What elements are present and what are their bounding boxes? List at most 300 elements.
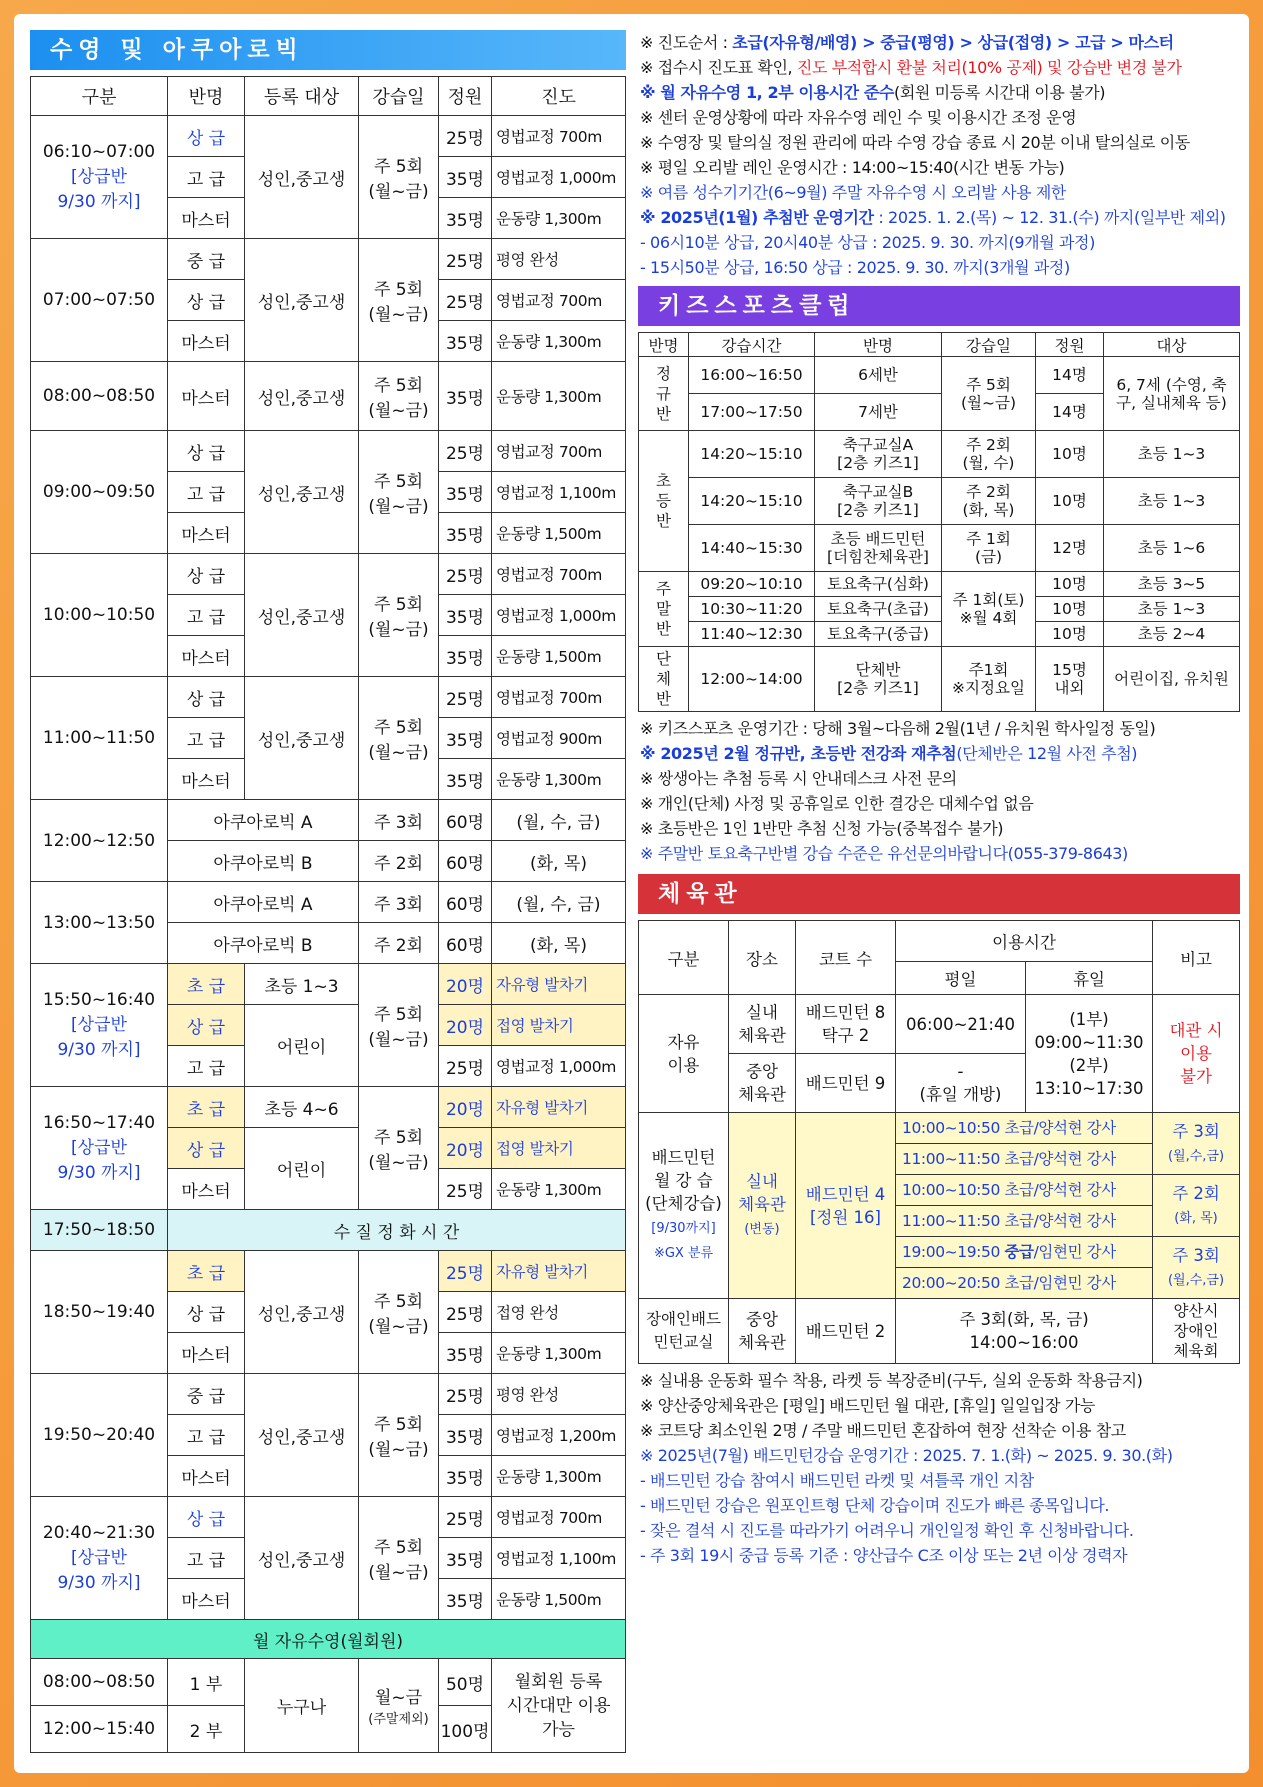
rental-note-cell bbox=[1153, 995, 1240, 1113]
days-cell: 주 3회 bbox=[359, 882, 439, 923]
capacity-cell: 25명 bbox=[439, 1046, 492, 1087]
days-sub: (화, 목) bbox=[962, 501, 1015, 519]
table-row bbox=[31, 1497, 626, 1538]
progress-cell: 영법교정 700m bbox=[492, 554, 626, 595]
level-cell: 마스터 bbox=[168, 1456, 245, 1497]
frequency-text: 주 3회 bbox=[1172, 1121, 1220, 1141]
table-header: 강습일 bbox=[359, 77, 439, 116]
place-cell bbox=[729, 1299, 796, 1364]
target-cell: 어린이 bbox=[245, 1005, 359, 1087]
class-sub: [2층 키즈1] bbox=[837, 454, 919, 472]
courts-cell bbox=[796, 995, 896, 1054]
capacity-cell: 35명 bbox=[439, 472, 492, 513]
days-text: 주 5회 bbox=[373, 1538, 424, 1558]
level-cell: 고 급 bbox=[168, 718, 245, 759]
time-cell: 09:20~10:10 bbox=[689, 572, 815, 597]
days-text: 주 2회 bbox=[966, 436, 1011, 454]
place-text: 체육관 bbox=[738, 1085, 786, 1104]
type-text: 장애인배드 bbox=[646, 1310, 721, 1328]
target-cell: 성인,중고생 bbox=[245, 431, 359, 554]
gym-title: 체육관 bbox=[638, 874, 1240, 914]
note-emphasis: ※ 2025년(1월) 추첨반 운영기간 bbox=[640, 208, 874, 227]
courts-text: 탁구 2 bbox=[821, 1026, 870, 1045]
time-cell bbox=[31, 1497, 168, 1620]
days-cell bbox=[942, 572, 1036, 647]
capacity-cell: 12명 bbox=[1036, 525, 1104, 572]
level-cell: 초 급 bbox=[168, 1251, 245, 1292]
table-header: 정원 bbox=[439, 77, 492, 116]
progress-cell: 접영 완성 bbox=[492, 1292, 626, 1333]
target-cell: 성인,중고생 bbox=[245, 677, 359, 800]
level-cell: 상 급 bbox=[168, 116, 245, 157]
time-text: 15:50~16:40 bbox=[42, 990, 156, 1010]
capacity-cell bbox=[1036, 647, 1104, 712]
note-line: ※ 초등반은 1인 1반만 추첨 신청 가능(중복접수 불가) bbox=[640, 819, 1004, 838]
frequency-sub: (화, 목) bbox=[1174, 1210, 1218, 1226]
capacity-cell: 35명 bbox=[439, 321, 492, 362]
note-text: (회원 미등록 시간대 이용 불가) bbox=[894, 83, 1106, 102]
time-cell: 16:00~16:50 bbox=[689, 357, 815, 394]
days-text: 주1회 bbox=[968, 661, 1009, 679]
days-cell bbox=[942, 647, 1036, 712]
progress-cell: 접영 발차기 bbox=[492, 1005, 626, 1046]
group-cell: 초등반 bbox=[639, 431, 689, 572]
table-header: 평일 bbox=[896, 962, 1026, 995]
days-cell bbox=[942, 431, 1036, 478]
place-cell bbox=[729, 1113, 796, 1299]
swim-title: 수영 및 아쿠아로빅 bbox=[30, 30, 626, 70]
time-text: 20:40~21:30 bbox=[42, 1523, 156, 1543]
level-cell: 상 급 bbox=[168, 1128, 245, 1169]
days-cell bbox=[359, 1251, 439, 1374]
table-header: 반명 bbox=[815, 333, 942, 357]
level-cell: 상 급 bbox=[168, 1292, 245, 1333]
class-cell: 토요축구(초급) bbox=[815, 597, 942, 622]
class-text: 축구교실A bbox=[842, 436, 914, 454]
note-line: - 06시10분 상급, 20시40분 상급 : 2025. 9. 30. 까지(9개월 과정) bbox=[640, 233, 1095, 252]
type-text: (단체강습) bbox=[645, 1194, 722, 1213]
class-cell bbox=[815, 525, 942, 572]
time-cell: 14:20~15:10 bbox=[689, 431, 815, 478]
capacity-cell: 14명 bbox=[1036, 357, 1104, 394]
capacity-cell: 10명 bbox=[1036, 478, 1104, 525]
class-level: 중급 bbox=[1004, 1242, 1034, 1261]
time-cell bbox=[31, 964, 168, 1087]
class-sub: [2층 키즈1] bbox=[837, 679, 919, 697]
courts-cell: 배드민턴 2 bbox=[796, 1299, 896, 1364]
type-text: 이용 bbox=[667, 1055, 700, 1075]
days-cell: 주 2회 bbox=[359, 841, 439, 882]
note-text: ※ 진도순서 : bbox=[640, 33, 733, 52]
target-cell: 어린이 bbox=[245, 1128, 359, 1210]
days-cell bbox=[359, 554, 439, 677]
level-cell: 중 급 bbox=[168, 239, 245, 280]
note-emphasis: ※ 2025년 2월 정규반, 초등반 전강좌 재추첨 bbox=[640, 744, 957, 763]
note-line: ※ 센터 운영상황에 따라 자유수영 레인 수 및 이용시간 조정 운영 bbox=[640, 108, 1077, 127]
type-cell bbox=[639, 995, 729, 1113]
weekday-text: - bbox=[957, 1062, 964, 1081]
time-cell: 12:00~15:40 bbox=[31, 1706, 168, 1753]
level-cell: 고 급 bbox=[168, 1538, 245, 1579]
capacity-cell: 10명 bbox=[1036, 572, 1104, 597]
days-sub: (월~금) bbox=[368, 1153, 429, 1173]
days-cell bbox=[359, 116, 439, 239]
type-cell bbox=[639, 1113, 729, 1299]
part-cell: 2 부 bbox=[168, 1706, 245, 1753]
days-text: 주 5회 bbox=[373, 280, 424, 300]
days-sub: (월~금) bbox=[368, 182, 429, 202]
table-row bbox=[639, 1113, 1240, 1144]
days-sub: (월~금) bbox=[368, 305, 429, 325]
note-text: 이용 bbox=[1180, 1044, 1212, 1063]
table-row bbox=[31, 1087, 626, 1128]
days-sub: ※월 4회 bbox=[959, 609, 1018, 627]
days-text: 주 5회 bbox=[373, 1292, 424, 1312]
progress-cell: 영법교정 1,000m bbox=[492, 1046, 626, 1087]
progress-cell: 자유형 발차기 bbox=[492, 964, 626, 1005]
time-cell: 12:00~14:00 bbox=[689, 647, 815, 712]
capacity-cell: 35명 bbox=[439, 362, 492, 431]
note-text: [상급반 bbox=[71, 167, 127, 187]
note-line: - 잦은 결석 시 진도를 따라가기 어려우니 개인일정 확인 후 신청바랍니다. bbox=[640, 1521, 1134, 1540]
table-row bbox=[31, 1659, 626, 1706]
group-cell: 단체반 bbox=[639, 647, 689, 712]
class-cell: 토요축구(중급) bbox=[815, 622, 942, 647]
note-line: ※ 키즈스포츠 운영기간 : 당해 3월~다음해 2월(1년 / 유치원 학사일정 동일) bbox=[640, 719, 1156, 738]
capacity-cell: 10명 bbox=[1036, 597, 1104, 622]
capacity-cell: 35명 bbox=[439, 1538, 492, 1579]
days-text: 주 5회 bbox=[966, 375, 1011, 394]
progress-cell: 운동량 1,300m bbox=[492, 321, 626, 362]
type-text: 월 강 습 bbox=[654, 1171, 713, 1190]
table-header: 이용시간 bbox=[896, 921, 1153, 962]
monthly-free-swim-title: 월 자유수영(월회원) bbox=[31, 1620, 626, 1659]
note-line: - 배드민턴 강습 참여시 배드민턴 라켓 및 셔틀콕 개인 지참 bbox=[640, 1471, 1034, 1490]
days-sub: ※지정요일 bbox=[952, 679, 1025, 697]
note-line bbox=[640, 55, 1240, 80]
time-cell: 17:50~18:50 bbox=[31, 1210, 168, 1251]
class-schedule-cell: 10:00~10:50 초급/양석현 강사 bbox=[896, 1175, 1153, 1206]
holiday-text: 09:00~11:30 bbox=[1034, 1032, 1144, 1052]
target-cell: 어린이집, 유치원 bbox=[1104, 647, 1240, 712]
class-cell: 7세반 bbox=[815, 394, 942, 431]
table-row bbox=[639, 597, 1240, 622]
days-sub: (월~금) bbox=[368, 1563, 429, 1583]
days-sub: (월~금) bbox=[368, 620, 429, 640]
table-row bbox=[639, 431, 1240, 478]
capacity-cell: 25명 bbox=[439, 677, 492, 718]
days-cell bbox=[942, 478, 1036, 525]
level-cell: 마스터 bbox=[168, 759, 245, 800]
progress-cell: 영법교정 700m bbox=[492, 431, 626, 472]
note-line bbox=[640, 30, 1240, 55]
time-cell: 12:00~12:50 bbox=[31, 800, 168, 882]
capacity-cell: 60명 bbox=[439, 800, 492, 841]
table-row bbox=[31, 882, 626, 923]
table-header: 휴일 bbox=[1026, 962, 1153, 995]
capacity-cell: 35명 bbox=[439, 513, 492, 554]
days-text: 주 1회(토) bbox=[952, 591, 1025, 609]
note-text: [상급반 bbox=[71, 1138, 127, 1158]
time-cell: 17:00~17:50 bbox=[689, 394, 815, 431]
swim-table bbox=[30, 76, 626, 1753]
progress-cell: 자유형 발차기 bbox=[492, 1087, 626, 1128]
time-cell: 14:20~15:10 bbox=[689, 478, 815, 525]
time-cell bbox=[31, 116, 168, 239]
level-cell: 고 급 bbox=[168, 1415, 245, 1456]
days-sub: (월~금) bbox=[368, 1317, 429, 1337]
capacity-cell: 20명 bbox=[439, 964, 492, 1005]
type-note: [9/30까지] bbox=[651, 1221, 716, 1236]
capacity-cell: 10명 bbox=[1036, 431, 1104, 478]
table-row bbox=[31, 1620, 626, 1659]
note-text: 9/30 까지] bbox=[57, 1573, 141, 1593]
type-text: 자유 bbox=[667, 1032, 700, 1052]
progress-cell: 영법교정 1,000m bbox=[492, 595, 626, 636]
time-cell: 07:00~07:50 bbox=[31, 239, 168, 362]
table-row bbox=[31, 800, 626, 841]
capacity-cell: 20명 bbox=[439, 1087, 492, 1128]
class-sub: [더힘찬체육관] bbox=[827, 548, 929, 566]
capacity-cell: 35명 bbox=[439, 198, 492, 239]
note-warning: 진도 부적합시 환불 처리(10% 공제) 및 강습반 변경 불가 bbox=[796, 58, 1182, 77]
level-cell: 마스터 bbox=[168, 321, 245, 362]
target-cell: 초등 4~6 bbox=[245, 1087, 359, 1128]
group-cell: 정규반 bbox=[639, 357, 689, 431]
class-cell bbox=[815, 647, 942, 712]
capacity-cell: 100명 bbox=[439, 1706, 492, 1753]
gym-notes bbox=[638, 1368, 1240, 1568]
place-cell bbox=[729, 995, 796, 1054]
capacity-cell: 14명 bbox=[1036, 394, 1104, 431]
right-column bbox=[638, 30, 1240, 1568]
class-schedule-cell bbox=[896, 1237, 1153, 1268]
days-cell bbox=[359, 1087, 439, 1210]
target-cell: 누구나 bbox=[245, 1659, 359, 1753]
class-schedule-cell: 11:00~11:50 초급/양석현 강사 bbox=[896, 1144, 1153, 1175]
weekday-text: (휴일 개방) bbox=[919, 1085, 1002, 1104]
capacity-cell: 10명 bbox=[1036, 622, 1104, 647]
capacity-cell: 25명 bbox=[439, 1169, 492, 1210]
note-text: 체육회 bbox=[1173, 1342, 1219, 1360]
note-line: ※ 코트당 최소인원 2명 / 주말 배드민턴 혼잡하여 현장 선착순 이용 참고 bbox=[640, 1421, 1126, 1440]
capacity-cell: 25명 bbox=[439, 1374, 492, 1415]
level-cell: 마스터 bbox=[168, 1333, 245, 1374]
table-row bbox=[31, 1251, 626, 1292]
capacity-cell: 20명 bbox=[439, 1005, 492, 1046]
place-cell bbox=[729, 1054, 796, 1113]
table-row bbox=[639, 478, 1240, 525]
class-cell: 아쿠아로빅 A bbox=[168, 882, 359, 923]
capacity-cell: 25명 bbox=[439, 1292, 492, 1333]
time-text: 06:10~07:00 bbox=[42, 142, 156, 162]
target-cell: 초등 2~4 bbox=[1104, 622, 1240, 647]
time-cell: 10:00~10:50 bbox=[31, 554, 168, 677]
target-cell: 성인,중고생 bbox=[245, 1374, 359, 1497]
class-schedule-cell: 11:00~11:50 초급/양석현 강사 bbox=[896, 1206, 1153, 1237]
progress-cell: 평영 완성 bbox=[492, 239, 626, 280]
time-cell: 11:40~12:30 bbox=[689, 622, 815, 647]
weekday-cell: (화, 목) bbox=[492, 923, 626, 964]
days-sub: (주말제외) bbox=[368, 1712, 429, 1727]
weekday-cell: (월, 수, 금) bbox=[492, 800, 626, 841]
type-note: ※GX 분류 bbox=[653, 1246, 714, 1261]
days-text: 주 5회 bbox=[373, 157, 424, 177]
days-cell: 주 2회 bbox=[359, 923, 439, 964]
days-sub: (월~금) bbox=[368, 743, 429, 763]
frequency-sub: (월,수,금) bbox=[1167, 1272, 1225, 1288]
days-sub: (월, 수) bbox=[962, 454, 1015, 472]
note-emphasis: 초급(자유형/배영) > 중급(평영) > 상급(접영) > 고급 > 마스터 bbox=[732, 33, 1174, 52]
time-cell: 09:00~09:50 bbox=[31, 431, 168, 554]
note-text: (단체반은 12월 사전 추첨) bbox=[956, 744, 1138, 763]
days-cell bbox=[359, 677, 439, 800]
days-text: 주 5회 bbox=[373, 1005, 424, 1025]
level-cell: 마스터 bbox=[168, 1579, 245, 1620]
days-cell bbox=[359, 1659, 439, 1753]
days-cell bbox=[359, 1497, 439, 1620]
monthly-note-cell: 월회원 등록 시간대만 이용 가능 bbox=[492, 1659, 626, 1753]
level-cell: 마스터 bbox=[168, 1169, 245, 1210]
table-row bbox=[31, 431, 626, 472]
place-text: 중앙 bbox=[746, 1062, 778, 1081]
capacity-cell: 35명 bbox=[439, 1415, 492, 1456]
time-cell: 19:50~20:40 bbox=[31, 1374, 168, 1497]
target-cell: 성인,중고생 bbox=[245, 554, 359, 677]
kids-title: 키즈스포츠클럽 bbox=[638, 286, 1240, 326]
level-cell: 초 급 bbox=[168, 964, 245, 1005]
capacity-cell: 60명 bbox=[439, 923, 492, 964]
weekday-cell: (월, 수, 금) bbox=[492, 882, 626, 923]
capacity-cell: 25명 bbox=[439, 1251, 492, 1292]
table-header: 반명 bbox=[168, 77, 245, 116]
weekday-cell: (화, 목) bbox=[492, 841, 626, 882]
progress-cell: 운동량 1,300m bbox=[492, 1333, 626, 1374]
class-sub: [2층 키즈1] bbox=[837, 501, 919, 519]
class-text: 단체반 bbox=[855, 661, 901, 679]
time-text: 16:50~17:40 bbox=[42, 1113, 156, 1133]
frequency-text: 주 2회 bbox=[1172, 1183, 1220, 1203]
kids-table bbox=[638, 332, 1240, 712]
swim-section bbox=[30, 30, 626, 1753]
target-cell: 초등 1~3 bbox=[245, 964, 359, 1005]
target-cell: 성인,중고생 bbox=[245, 239, 359, 362]
table-row bbox=[639, 1299, 1240, 1364]
level-cell: 고 급 bbox=[168, 472, 245, 513]
weekday-cell: 06:00~21:40 bbox=[896, 995, 1026, 1054]
days-sub: (월~금) bbox=[368, 1030, 429, 1050]
place-text: 실내 bbox=[746, 1172, 778, 1191]
table-header-row bbox=[31, 77, 626, 116]
table-row bbox=[639, 525, 1240, 572]
place-text: 실내 bbox=[746, 1003, 778, 1022]
class-cell: 아쿠아로빅 B bbox=[168, 923, 359, 964]
note-text: [상급반 bbox=[71, 1548, 127, 1568]
class-instructor: /임현민 강사 bbox=[1033, 1242, 1116, 1261]
note-line bbox=[640, 205, 1240, 230]
holiday-text: 13:10~17:30 bbox=[1034, 1078, 1144, 1098]
table-header: 강습시간 bbox=[689, 333, 815, 357]
weekday-cell bbox=[896, 1054, 1026, 1113]
capacity-cell: 35명 bbox=[439, 1579, 492, 1620]
progress-cell: 운동량 1,500m bbox=[492, 513, 626, 554]
note-line: ※ 2025년(7월) 배드민턴강습 운영기간 : 2025. 7. 1.(화) ~ 2025. 9. 30.(화) bbox=[640, 1446, 1173, 1465]
days-text: 주 5회 bbox=[373, 1128, 424, 1148]
place-text: 체육관 bbox=[738, 1026, 786, 1045]
days-cell bbox=[942, 357, 1036, 431]
note-line: ※ 수영장 및 탈의실 정원 관리에 따라 수영 강습 종료 시 20분 이내 탈의실로 이동 bbox=[640, 133, 1190, 152]
courts-text: 배드민턴 8 bbox=[805, 1003, 886, 1022]
note-line: ※ 쌍생아는 추첨 등록 시 안내데스크 사전 문의 bbox=[640, 769, 957, 788]
table-header: 장소 bbox=[729, 921, 796, 995]
place-note: (변동) bbox=[744, 1222, 780, 1237]
class-cell: 토요축구(심화) bbox=[815, 572, 942, 597]
frequency-sub: (월,수,금) bbox=[1167, 1148, 1225, 1164]
target-cell: 성인,중고생 bbox=[245, 1497, 359, 1620]
part-cell: 1 부 bbox=[168, 1659, 245, 1706]
note-text: 양산시 bbox=[1173, 1302, 1219, 1320]
time-cell: 18:50~19:40 bbox=[31, 1251, 168, 1374]
note-text: 9/30 까지] bbox=[57, 1163, 141, 1183]
note-text: [상급반 bbox=[71, 1015, 127, 1035]
note-line: - 주 3회 19시 중급 등록 기준 : 양산급수 C조 이상 또는 2년 이상 경력자 bbox=[640, 1546, 1128, 1565]
table-header: 정원 bbox=[1036, 333, 1104, 357]
target-cell: 초등 3~5 bbox=[1104, 572, 1240, 597]
level-cell: 마스터 bbox=[168, 362, 245, 431]
type-cell bbox=[639, 1299, 729, 1364]
class-text: 축구교실B bbox=[842, 483, 914, 501]
table-row bbox=[639, 357, 1240, 394]
place-text: 체육관 bbox=[738, 1195, 786, 1214]
capacity-cell: 25명 bbox=[439, 116, 492, 157]
class-time: 19:00~19:50 bbox=[902, 1242, 1005, 1261]
note-line: ※ 개인(단체) 사정 및 공휴일로 인한 결강은 대체수업 없음 bbox=[640, 794, 1034, 813]
holiday-text: (1부) bbox=[1069, 1009, 1109, 1029]
gym-table bbox=[638, 920, 1240, 1364]
days-cell bbox=[359, 964, 439, 1087]
time-cell: 10:30~11:20 bbox=[689, 597, 815, 622]
capacity-cell: 35명 bbox=[439, 636, 492, 677]
days-cell bbox=[942, 525, 1036, 572]
note-line: ※ 여름 성수기기간(6~9월) 주말 자유수영 시 오리발 사용 제한 bbox=[640, 183, 1066, 202]
note-cell bbox=[1153, 1299, 1240, 1364]
note-line: ※ 실내용 운동화 필수 착용, 라켓 등 복장준비(구두, 실외 운동화 착용금지) bbox=[640, 1371, 1143, 1390]
class-text: 초등 배드민턴 bbox=[830, 530, 926, 548]
days-text: 주 5회 bbox=[373, 595, 424, 615]
level-cell: 상 급 bbox=[168, 280, 245, 321]
progress-cell: 영법교정 700m bbox=[492, 677, 626, 718]
table-header: 비고 bbox=[1153, 921, 1240, 995]
table-row bbox=[639, 995, 1240, 1054]
progress-cell: 접영 발차기 bbox=[492, 1128, 626, 1169]
note-line: ※ 평일 오리발 레인 운영시간 : 14:00~15:40(시간 변동 가능) bbox=[640, 158, 1065, 177]
table-row bbox=[31, 677, 626, 718]
note-text: 불가 bbox=[1180, 1067, 1212, 1086]
capacity-sub: 내외 bbox=[1054, 679, 1085, 697]
progress-cell: 영법교정 1,200m bbox=[492, 1415, 626, 1456]
frequency-cell bbox=[1153, 1175, 1240, 1237]
progress-cell: 영법교정 700m bbox=[492, 1497, 626, 1538]
class-schedule-cell: 20:00~20:50 초급/임현민 강사 bbox=[896, 1268, 1153, 1299]
courts-text: 배드민턴 4 bbox=[805, 1184, 886, 1204]
target-cell: 초등 1~3 bbox=[1104, 597, 1240, 622]
time-cell bbox=[31, 1087, 168, 1210]
days-text: 주 2회 bbox=[966, 483, 1011, 501]
note-line: ※ 주말반 토요축구반별 강습 수준은 유선문의바랍니다(055-379-8643) bbox=[640, 844, 1128, 863]
progress-cell: 영법교정 1,100m bbox=[492, 1538, 626, 1579]
table-header: 강습일 bbox=[942, 333, 1036, 357]
capacity-cell: 25명 bbox=[439, 554, 492, 595]
